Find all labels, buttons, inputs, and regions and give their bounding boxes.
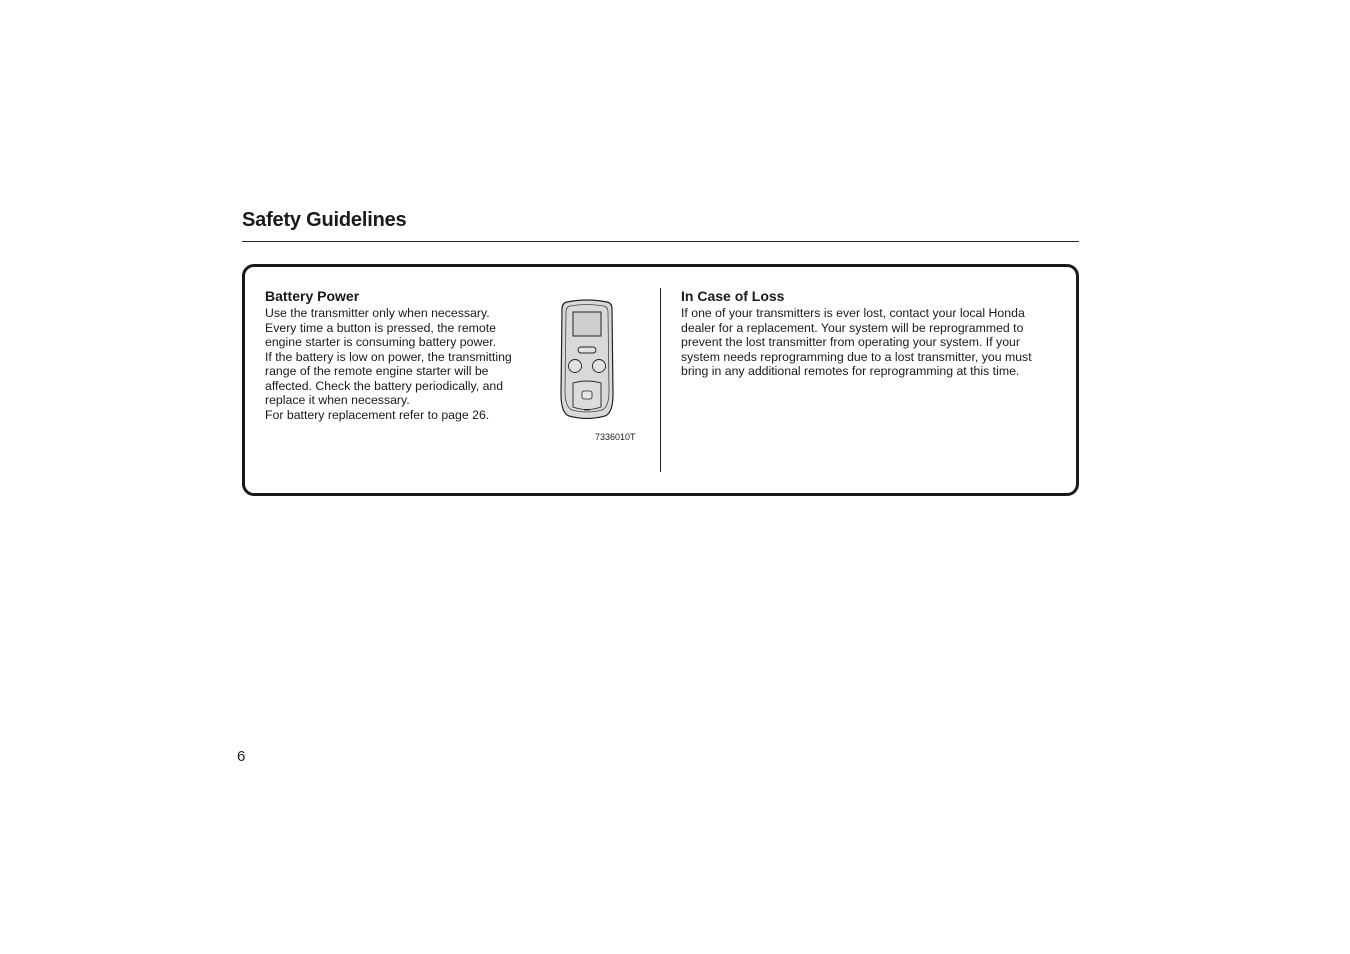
text-line: prevent the lost transmitter from operating your system. If your	[681, 335, 1020, 349]
figure-caption: 7336010T	[595, 432, 636, 442]
text-line: system needs reprogramming due to a lost transmitter, you must	[681, 349, 1032, 364]
safety-panel	[242, 264, 1079, 496]
text-line: Use the transmitter only when necessary.	[265, 306, 490, 320]
column-divider	[660, 288, 661, 472]
case-of-loss-text	[681, 306, 1061, 379]
battery-power-heading: Battery Power	[265, 288, 360, 304]
text-line: bring in any additional remotes for reprogramming at this time.	[681, 364, 1020, 378]
text-line: range of the remote engine starter will be	[265, 364, 489, 378]
text-line: For battery replacement refer to page 26.	[265, 407, 490, 422]
case-of-loss-section	[681, 287, 1061, 379]
remote-transmitter-icon	[557, 299, 617, 419]
text-line: affected. Check the battery periodically, and	[265, 378, 504, 393]
text-line: If the battery is low on power, the transmitting	[265, 349, 512, 364]
case-of-loss-heading: In Case of Loss	[681, 288, 785, 304]
text-line: replace it when necessary.	[265, 393, 410, 407]
title-rule	[242, 241, 1079, 242]
text-line: dealer for a replacement. Your system will be reprogrammed to	[681, 320, 1024, 335]
page-number: 6	[237, 748, 246, 765]
page-title: Safety Guidelines	[242, 209, 407, 231]
battery-power-section	[265, 287, 535, 422]
battery-power-text	[265, 306, 535, 422]
text-line: engine starter is consuming battery power.	[265, 335, 497, 349]
text-line: Every time a button is pressed, the remote	[265, 320, 497, 335]
text-line: If one of your transmitters is ever lost, contact your local Honda	[681, 306, 1025, 320]
